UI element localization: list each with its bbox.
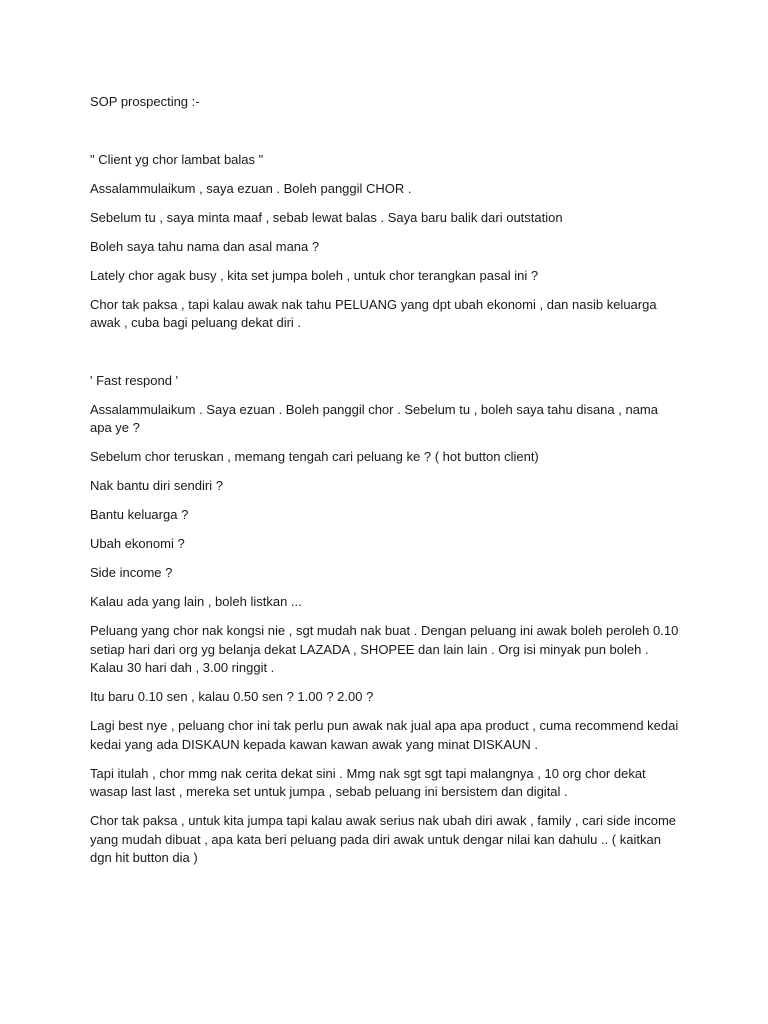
paragraph: Chor tak paksa , untuk kita jumpa tapi kalau awak serius nak ubah diri awak , family , cari side income yang mudah dibuat , apa kata beri peluang pada diri awak untuk dengar nilai kan dahulu .. ( kaitkan dgn hit button dia ): [90, 813, 676, 865]
paragraph: Ubah ekonomi ?: [90, 536, 185, 551]
paragraph: Boleh saya tahu nama dan asal mana ?: [90, 238, 320, 254]
paragraph: Kalau ada yang lain , boleh listkan ...: [90, 594, 302, 609]
paragraph: Nak bantu diri sendiri ?: [90, 478, 223, 493]
paragraph: Sebelum tu , saya minta maaf , sebab lewat balas . Saya baru balik dari outstation: [90, 209, 563, 225]
paragraph: Assalammulaikum , saya ezuan . Boleh panggil CHOR .: [90, 180, 412, 196]
section-heading-slow-reply: " Client yg chor lambat balas ": [90, 151, 264, 167]
paragraph: Itu baru 0.10 sen , kalau 0.50 sen ? 1.00 ? 2.00 ?: [90, 689, 374, 704]
paragraph: Chor tak paksa , tapi kalau awak nak tahu PELUANG yang dpt ubah ekonomi , dan nasib keluarga awak , cuba bagi peluang dekat diri .: [90, 296, 657, 330]
paragraph: Lately chor agak busy , kita set jumpa boleh , untuk chor terangkan pasal ini ?: [90, 267, 539, 283]
paragraph: Peluang yang chor nak kongsi nie , sgt mudah nak buat . Dengan peluang ini awak boleh peroleh 0.10 setiap hari dari org yg belanja dekat LAZADA , SHOPEE dan lain lain . Org isi minyak pun boleh . Kalau 30 hari dah , 3.00 ringgit .: [90, 623, 679, 675]
paragraph: Lagi best nye , peluang chor ini tak perlu pun awak nak jual apa apa product , cuma recommend kedai kedai yang ada DISKAUN kepada kawan kawan awak yang minat DISKAUN .: [90, 718, 679, 752]
paragraph: Bantu keluarga ?: [90, 507, 189, 522]
paragraph: Assalammulaikum . Saya ezuan . Boleh panggil chor . Sebelum tu , boleh saya tahu disana , nama apa ye ?: [90, 401, 658, 435]
paragraph: Side income ?: [90, 565, 173, 580]
document-title: SOP prospecting :-: [90, 94, 200, 109]
paragraph: Sebelum chor teruskan , memang tengah cari peluang ke ? ( hot button client): [90, 449, 539, 464]
section-heading-fast-respond: ' Fast respond ': [90, 372, 179, 388]
document-body: [90, 93, 680, 878]
paragraph: Tapi itulah , chor mmg nak cerita dekat sini . Mmg nak sgt sgt tapi malangnya , 10 org chor dekat wasap last last , mereka set untuk jumpa , sebab peluang ini bersistem dan digital .: [90, 765, 646, 799]
